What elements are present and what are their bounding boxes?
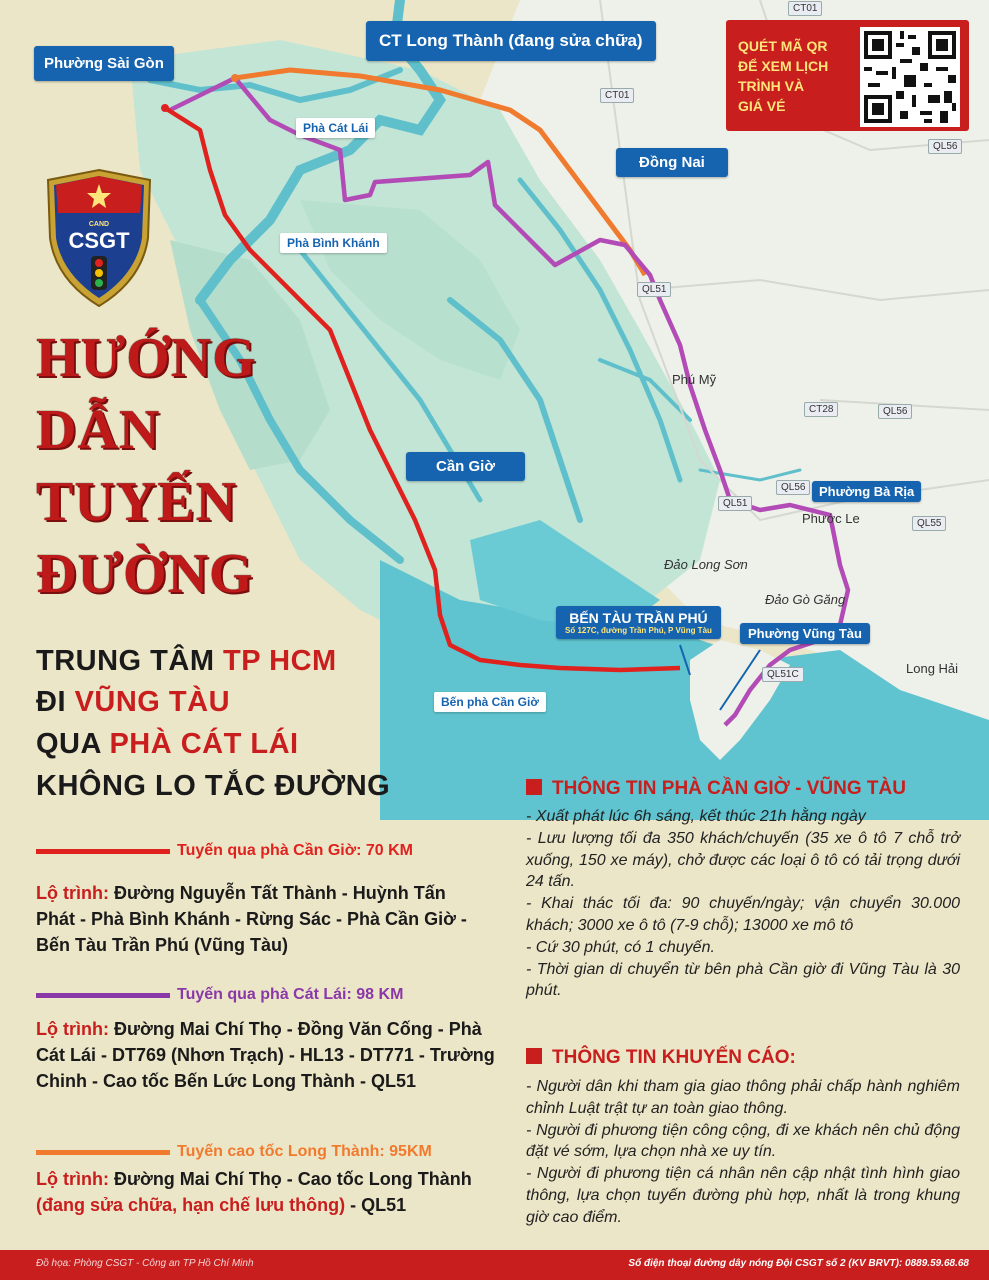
info-advice-bullet-icon — [526, 1048, 542, 1064]
route-1-title: Tuyến qua phà Cần Giờ: 70 KM — [177, 842, 413, 859]
subtitle-line-3 — [36, 728, 299, 761]
subtitle-l3a: QUA — [36, 728, 110, 760]
info-ferry-item: - Xuất phát lúc 6h sáng, kết thúc 21h hằng ngày — [526, 808, 866, 825]
route-1-desc — [36, 880, 476, 958]
label-long-hai: Long Hải — [906, 661, 959, 676]
csgt-badge-icon — [44, 168, 154, 308]
info-ferry-heading — [526, 778, 906, 800]
label-ben-pha-can-gio: Bến phà Cần Giờ — [434, 692, 546, 712]
qr-code-icon[interactable] — [860, 27, 960, 127]
road-ql51-a: QL51 — [637, 282, 671, 297]
qr-line-2: ĐỂ XEM LỊCH — [738, 58, 829, 74]
subtitle-l1a: TRUNG TÂM — [36, 645, 224, 677]
route-3-desc — [36, 1166, 486, 1218]
route-1-text: Đường Nguyễn Tất Thành - Huỳnh Tấn Phát - Phà Bình Khánh - Rừng Sác - Phà Cần Giờ - Bến Tàu Trần Phú (Vũng Tàu) — [36, 883, 467, 955]
route-3-title: Tuyến cao tốc Long Thành: 95KM — [177, 1143, 432, 1160]
title-line-3: TUYẾN — [36, 471, 238, 533]
route-2-prefix: Lộ trình: — [36, 1019, 114, 1039]
route-2-text: Đường Mai Chí Thọ - Đồng Văn Cống - Phà Cát Lái - DT769 (Nhơn Trạch) - HL13 - DT771 - Trường Chinh - Cao tốc Bến Lức Long Thành - QL51 — [36, 1019, 495, 1091]
qr-panel — [726, 20, 969, 131]
label-phu-my: Phú Mỹ — [672, 372, 717, 387]
route-2-desc — [36, 1016, 506, 1094]
subtitle-line-1 — [36, 645, 337, 678]
info-ferry-item: - Khai thác tối đa: 90 chuyến/ngày; vận chuyển 30.000 khách; 3000 xe ô tô (7-9 chỗ); 13000 xe mô tô — [526, 895, 960, 934]
route-1-prefix: Lộ trình: — [36, 883, 114, 903]
info-ferry-list — [526, 806, 960, 1002]
label-phuong-vung-tau: Phường Vũng Tàu — [740, 623, 870, 644]
label-phuoc-le: Phước Le — [802, 511, 860, 526]
title-line-1: HƯỚNG — [36, 327, 257, 389]
road-ct01: CT01 — [600, 88, 634, 103]
info-advice-heading-text: THÔNG TIN KHUYẾN CÁO: — [552, 1047, 796, 1068]
road-ql51-b: QL51 — [718, 496, 752, 511]
subtitle-l2b: VŨNG TÀU — [74, 686, 231, 718]
info-advice-item: - Người đi phương tiện cá nhân nên cập nhật tình hình giao thông, lựa chọn tuyến đường phù hợp, nhất là trong khung giờ cao điểm. — [526, 1165, 960, 1226]
route-3-text-3: - QL51 — [345, 1195, 407, 1215]
route-3-text-2: (đang sửa chữa, hạn chế lưu thông) — [36, 1195, 346, 1215]
info-ferry-item: - Lưu lượng tối đa 350 khách/chuyến (35 xe ô tô 7 chỗ trở xuống, 150 xe máy), chở được các loại ô tô có tải trọng dưới 24 tấn. — [526, 829, 960, 891]
label-ct-long-thanh: CT Long Thành (đang sửa chữa) — [366, 21, 656, 61]
label-phuong-sai-gon: Phường Sài Gòn — [34, 46, 174, 81]
subtitle-l1b: TP HCM — [223, 645, 337, 677]
info-ferry-item: - Cứ 30 phút, có 1 chuyến. — [526, 938, 715, 956]
badge-sub: CAND — [88, 221, 110, 228]
route-3-text-1: Đường Mai Chí Thọ - Cao tốc Long Thành — [113, 1169, 472, 1189]
qr-instructions — [738, 36, 828, 116]
qr-line-4: GIÁ VÉ — [738, 98, 786, 114]
road-ql56-a: QL56 — [928, 139, 962, 154]
route-1-line — [36, 849, 170, 854]
qr-line-1: QUÉT MÃ QR — [738, 38, 828, 54]
label-dao-go-gang: Đảo Gò Găng — [765, 592, 846, 607]
info-advice-heading — [526, 1047, 796, 1069]
footer-bar — [0, 1250, 989, 1280]
footer-hotline: Số điện thoại đường dây nóng Đội CSGT số 2 (KV BRVT): 0889.59.68.68 — [628, 1258, 969, 1269]
info-advice-item: - Người đi phương tiện công cộng, đi xe khách nên chủ động đặt vé sớm, lựa chọn nhà xe uy tín. — [526, 1121, 960, 1161]
subtitle-line-4: KHÔNG LO TẮC ĐƯỜNG — [36, 770, 391, 802]
label-can-gio: Cần Giờ — [406, 452, 525, 481]
route-2-title: Tuyến qua phà Cát Lái: 98 KM — [177, 986, 404, 1003]
subtitle-line-2 — [36, 686, 230, 719]
label-pha-binh-khanh: Phà Bình Khánh — [280, 233, 387, 253]
road-ql56-b: QL56 — [878, 404, 912, 419]
route-3-prefix: Lộ trình: — [36, 1169, 114, 1189]
subtitle-l2a: ĐI — [36, 686, 75, 718]
road-ql55: QL55 — [912, 516, 946, 531]
info-ferry-heading-text: THÔNG TIN PHÀ CẦN GIỜ - VŨNG TÀU — [552, 778, 906, 799]
route-2-line — [36, 993, 170, 998]
label-dong-nai: Đồng Nai — [616, 148, 728, 177]
info-advice-list — [526, 1076, 960, 1229]
info-ferry-item: - Thời gian di chuyển từ bên phà Cần giờ đi Vũng Tàu là 30 phút. — [526, 960, 960, 1000]
road-ct28: CT28 — [804, 402, 838, 417]
road-ql56-c: QL56 — [776, 480, 810, 495]
road-ql51c: QL51C — [762, 667, 804, 682]
ben-tau-address: Số 127C, đường Trần Phú, P Vũng Tàu — [565, 626, 712, 635]
ben-tau-title: BẾN TÀU TRẦN PHÚ — [569, 610, 708, 626]
footer-credit: Đồ họa: Phòng CSGT - Công an TP Hồ Chí Minh — [36, 1258, 254, 1269]
subtitle-l3b: PHÀ CÁT LÁI — [109, 728, 299, 760]
info-advice-item: - Người dân khi tham gia giao thông phải chấp hành nghiêm chỉnh Luật trật tự an toàn giao thông. — [526, 1078, 960, 1117]
qr-line-3: TRÌNH VÀ — [738, 78, 805, 94]
label-ben-tau-tran-phu — [556, 606, 721, 639]
info-ferry-bullet-icon — [526, 779, 542, 795]
title-line-2: DẪN — [36, 399, 161, 461]
route-3-line — [36, 1150, 170, 1155]
label-dao-long-son: Đảo Long Sơn — [664, 557, 748, 572]
road-ct01-top: CT01 — [788, 1, 822, 16]
badge-name: CSGT — [68, 228, 130, 253]
label-phuong-ba-ria: Phường Bà Rịa — [812, 481, 921, 502]
label-pha-cat-lai: Phà Cát Lái — [296, 118, 375, 138]
title-line-4: ĐƯỜNG — [36, 543, 254, 605]
